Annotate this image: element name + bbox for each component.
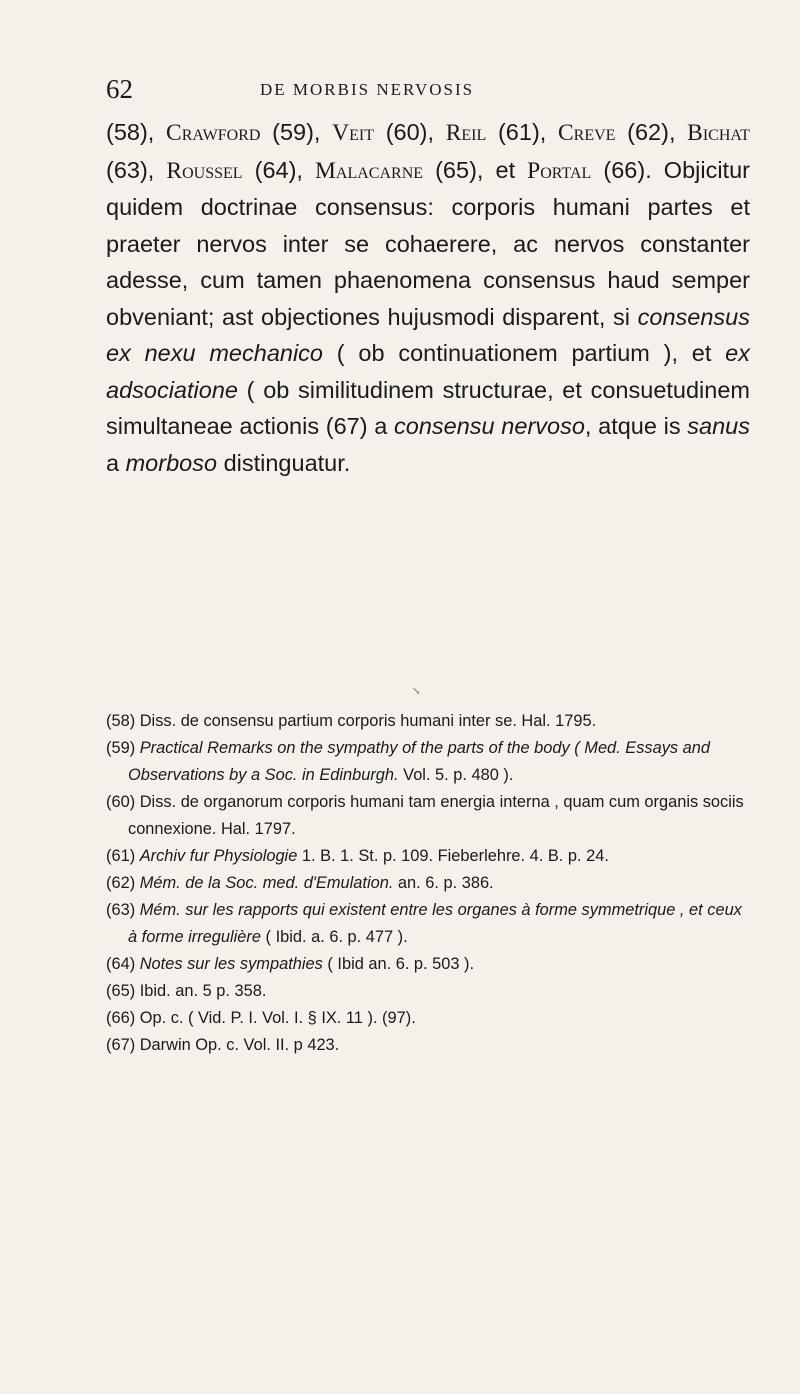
footnote-number: (66) xyxy=(106,1009,136,1027)
author-creve: Creve xyxy=(558,120,616,146)
footnote xyxy=(106,978,750,1005)
footnote-title: Mém. sur les rapports qui existent entre les organes à forme symmetrique , et ceux à forme irregulière xyxy=(128,901,742,946)
footnote-title: Archiv fur Physiologie xyxy=(139,847,298,865)
footnote-title: Mém. de la Soc. med. d'Emulation. xyxy=(139,874,394,892)
footnote-text: Vol. 5. p. 480 ). xyxy=(398,766,514,784)
text-segment: , atque is xyxy=(584,413,688,439)
footnote-number: (63) xyxy=(106,901,136,919)
footnote xyxy=(106,735,750,789)
footnote xyxy=(106,870,750,897)
page-header xyxy=(106,74,746,114)
footnote-text: Diss. de consensu partium corporis humani inter se. Hal. 1795. xyxy=(139,712,597,730)
footnote-number: (65) xyxy=(106,982,136,1000)
page-number: 62 xyxy=(106,74,133,104)
footnote-number: (62) xyxy=(106,874,136,892)
text-segment: ( ob continuationem partium ), et xyxy=(323,340,726,366)
text-segment: (58), xyxy=(106,119,167,145)
text-segment: a xyxy=(106,449,126,476)
text-segment: (66). Objicitur quidem doctrinae consensus: corporis humani partes et praeter nervos inter se cohaerere, ac nervos constanter adesse, cum tamen phaenomena consensus haud semper obveniant; ast objectiones hujusmodi disparent, si xyxy=(106,156,750,330)
footnote-text: ( Ibid. a. 6. p. 477 ). xyxy=(261,928,408,946)
footnote xyxy=(106,897,750,951)
footnote xyxy=(106,708,750,735)
footnote-text: Op. c. ( Vid. P. I. Vol. I. § IX. 11 ). (97). xyxy=(139,1009,416,1027)
text-segment: distinguatur. xyxy=(217,449,351,476)
main-paragraph xyxy=(106,114,750,481)
author-portal: Portal xyxy=(527,157,592,184)
footnote-number: (67) xyxy=(106,1036,136,1054)
footnote-text: 1. B. 1. St. p. 109. Fieberlehre. 4. B. p. 24. xyxy=(297,847,609,865)
text-segment: ( ob similitudinem structurae, et consuetudinem simultaneae actionis (67) a xyxy=(106,376,750,439)
printer-mark: ↘ xyxy=(412,686,421,697)
term-consensus-nexu: consensus ex nexu mechanico xyxy=(106,303,750,366)
footnote-text: an. 6. p. 386. xyxy=(393,874,494,892)
author-roussel: Roussel xyxy=(166,157,243,184)
author-veit: Veit xyxy=(332,120,374,146)
running-head: DE MORBIS NERVOSIS xyxy=(260,80,475,99)
author-crawford: Crawford xyxy=(166,120,261,146)
footnote xyxy=(106,1032,750,1059)
term-consensu-nervoso: consensu nervoso xyxy=(394,413,585,439)
text-segment: (60), xyxy=(374,119,446,145)
footnote xyxy=(106,951,750,978)
author-bichat: Bichat xyxy=(687,120,750,146)
footnote-text: Diss. de organorum corporis humani tam energia interna , quam cum organis sociis connexione. Hal. 1797. xyxy=(128,793,744,838)
footnote xyxy=(106,789,750,843)
text-segment: (63), xyxy=(106,156,167,183)
footnote-title: Practical Remarks on the sympathy of the parts of the body ( Med. Essays and Observations by a Soc. in Edinburgh. xyxy=(128,739,711,784)
footnote-number: (61) xyxy=(106,847,136,865)
footnote-number: (60) xyxy=(106,793,136,811)
author-malacarne: Malacarne xyxy=(315,157,424,184)
text-segment: (65), et xyxy=(423,156,528,183)
term-morboso: morboso xyxy=(125,449,218,476)
author-reil: Reil xyxy=(445,120,487,146)
text-segment: (59), xyxy=(260,119,333,145)
footnote-text: ( Ibid an. 6. p. 503 ). xyxy=(322,955,475,973)
footnote xyxy=(106,843,750,870)
footnote-number: (58) xyxy=(106,712,136,730)
footnote-number: (59) xyxy=(106,739,136,757)
footnote-number: (64) xyxy=(106,955,136,973)
text-segment: (64), xyxy=(242,156,316,183)
footnote-text: Ibid. an. 5 p. 358. xyxy=(139,982,267,1000)
text-segment: (61), xyxy=(486,119,558,145)
term-adsociatione: ex adsociatione xyxy=(106,340,750,403)
term-sanus: sanus xyxy=(687,413,750,439)
footnote-text: Darwin Op. c. Vol. II. p 423. xyxy=(139,1036,340,1054)
footnote-title: Notes sur les sympathies xyxy=(139,955,323,973)
footnote xyxy=(106,1005,750,1032)
footnotes xyxy=(106,708,750,1059)
text-segment: (62), xyxy=(615,119,688,145)
